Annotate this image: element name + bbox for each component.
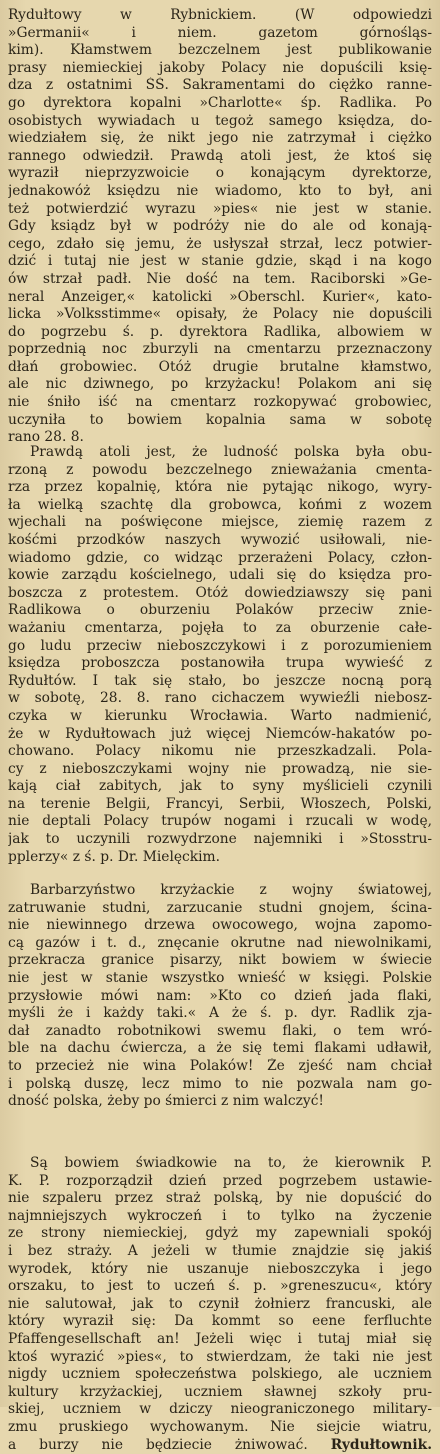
text-line: i bez straży. A jeżeli w tłumie znajdzie się jakiś: [8, 1243, 432, 1261]
text-line: ale nic dziwnego, po krzyżacku! Polakom ani się: [8, 376, 432, 394]
text-line: jak to uczynili rozwydrzone najemniki i »Stosstru-: [8, 831, 432, 849]
text-line: też potwierdzić wyrazu »pies« nie jest w stanie.: [8, 201, 432, 219]
text-line: dał zanadto robotnikowi swemu flaki, o tem wró-: [8, 1023, 432, 1041]
text-line: zatruwanie studni, zarzucanie studni gnojem, ścina-: [8, 900, 432, 918]
text-line: ważaniu cmentarza, pojęła to za oburzenie całe-: [8, 620, 432, 638]
text-line: kają ciał zabitych, jak to syny myślicieli czynili: [8, 778, 432, 796]
text-line: że w Rydułtowach już więcej Niemców-hakatów po-: [8, 726, 432, 744]
text-line: dłań grobowiec. Otóż drugie brutalne kłamstwo,: [8, 359, 432, 377]
text-line: w sobotę, 28. 8. rano cichaczem wywieźli niebosz-: [8, 690, 432, 708]
text-line: nie niewinnego drzewa owocowego, wojna zapomo-: [8, 917, 432, 935]
text-line: przekracza granice pisarzy, nikt bowiem w świecie: [8, 952, 432, 970]
text-line: nie salutował, jak to czynił żołnierz francuski, ale: [8, 1296, 432, 1314]
text-line: Gdy ksiądz był w podróży nie do ale od konają-: [8, 218, 432, 236]
text-line: dza z ostatnimi ŚŚ. Sakramentami do ciężko ranne-: [8, 77, 432, 95]
text-line: wiedziałem się, że nikt jego nie zatrzymał i ciężko: [8, 130, 432, 148]
text-line: »Germanii« i niem. gazetom górnośląs-: [8, 25, 432, 43]
text-line: neral Anzeiger,« katolicki »Oberschl. Kurier«, kato-: [8, 289, 432, 307]
text-line: ła wielką szachtę dla grobowca, końmi z wozem: [8, 497, 432, 515]
closing-line-text: a burzy nie będziecie żniwować.: [8, 1437, 308, 1453]
text-line: osobistych wywiadach u tegoż samego księdza, do-: [8, 113, 432, 131]
signature: Rydułtownik.: [331, 1437, 432, 1453]
text-line: go dyrektora kopalni »Charlotte« śp. Radlika. Po: [8, 95, 432, 113]
text-line: wyraził nieprzyzwoicie o konającym dyrektorze,: [8, 165, 432, 183]
text-line: ze strony niemieckiej, gdyż my zapewniali spokój: [8, 1225, 432, 1243]
text-line: rza przez kopalnię, która nie pytając nikogo, wyry-: [8, 479, 432, 497]
text-line: cego, zdało się jemu, że usłyszał strzał, lecz potwier-: [8, 236, 432, 254]
text-line: kim). Kłamstwem bezczelnem jest publikowanie: [8, 42, 432, 60]
text-line: boszcza z protestem. Otóż dowiedziawszy się pani: [8, 585, 432, 603]
text-line: kultury krzyżackiej, uczniem sławnej szkoły pru-: [8, 1384, 432, 1402]
text-line: rano 28. 8.: [8, 429, 432, 447]
text-line: orszaku, to jest to uczeń ś. p. »greneszucu«, który: [8, 1278, 432, 1296]
text-line: do pogrzebu ś. p. dyrektora Radlika, albowiem w: [8, 324, 432, 342]
article-paragraph-4: [8, 1155, 432, 1405]
text-line: nigdy uczniem społeczeństwa polskiego, ale uczniem: [8, 1366, 432, 1384]
text-line: wjechali na poświęcone miejsce, ziemię razem z: [8, 514, 432, 532]
text-line: ktoś wyrazić »pies«, to stwierdzam, że taki nie jest: [8, 1349, 432, 1367]
text-line: to przecież nie wina Polaków! Że zjeść nam chciał: [8, 1058, 432, 1076]
text-line: go ludu przeciw nieboszczykowi i z porozumieniem: [8, 638, 432, 656]
text-line: księdza proboszcza postanowiła trupa wywieść z: [8, 655, 432, 673]
text-line: nie śniło iść na cmentarz rozkopywać grobowiec,: [8, 394, 432, 412]
text-line: cy z nieboszczykami wojny nie prowadzą, nie sie-: [8, 761, 432, 779]
text-line: Rydułtów. I tak się stało, bo jeszcze nocną porą: [8, 673, 432, 691]
text-line: ów strzał padł. Nie dość na tem. Raciborski »Ge-: [8, 271, 432, 289]
text-line: chowano. Polacy nikomu nie przeszkadzali. Pola-: [8, 743, 432, 761]
text-line: K. P. rozporządził dzień przed pogrzebem ustawie-: [8, 1173, 432, 1191]
text-line: i polską duszę, lecz mimo to nie pozwala nam go-: [8, 1076, 432, 1094]
text-line: poprzednią noc zburzyli na cmentarzu przeznaczony: [8, 341, 432, 359]
text-line: dność polska, żeby po śmierci z nim walczyć!: [8, 1093, 432, 1111]
text-line: nie szpaleru przez straż polską, by nie dopuścić do: [8, 1190, 432, 1208]
text-line: pplerzy« z ś. p. Dr. Mielęckim.: [8, 849, 432, 867]
text-line: Są bowiem świadkowie na to, że kierownik P.: [8, 1155, 432, 1173]
text-line: Barbarzyństwo krzyżackie z wojny światowej,: [8, 882, 432, 900]
text-line: Prawdą atoli jest, że ludność polska była obu-: [8, 444, 432, 462]
text-line: licka »Volksstimme« opisały, że Polacy nie dopuścili: [8, 306, 432, 324]
text-line: przysłowie mówi nam: »Kto co dzień jada flaki,: [8, 988, 432, 1006]
text-line: kośćmi przodków naszych wywozić usiłowali, nie-: [8, 532, 432, 550]
article-paragraph-3: [8, 882, 432, 1155]
text-line: prasy niemieckiej jakoby Polacy nie dopuścili księ-: [8, 60, 432, 78]
article-paragraph-1: [8, 7, 432, 444]
text-line: Rydułtowy w Rybnickiem. (W odpowiedzi: [8, 7, 432, 25]
text-line: dzić i tutaj nie jest w stanie gdzie, skąd i na kogo: [8, 253, 432, 271]
text-line: czyka w kierunku Wrocławia. Warto nadmienić,: [8, 708, 432, 726]
text-line: myśli że i każdy taki.« A że ś. p. dyr. Radlik zja-: [8, 1005, 432, 1023]
text-line: wyrodek, który nie uszanuje nieboszczyka i jego: [8, 1261, 432, 1279]
text-line: wiadomo gdzie, co widząc przerażeni Polacy, człon-: [8, 550, 432, 568]
text-line: cą gazów i t. d., znęcanie okrutne nad niewolnikami,: [8, 935, 432, 953]
text-line: nie jest w stanie wszystko wnieść w księgi. Polskie: [8, 970, 432, 988]
text-line: uczyniła to bowiem kopalnia sama w sobotę: [8, 412, 432, 430]
text-line: [8, 1437, 432, 1454]
article-paragraph-2: [8, 444, 432, 882]
text-line: na terenie Belgii, Francyi, Serbii, Włoszech, Polski,: [8, 796, 432, 814]
text-line: rannego odwiedził. Prawdą atoli jest, że ktoś się: [8, 148, 432, 166]
text-line: który wyraził się: Da kommt so eene ferfluchte: [8, 1313, 432, 1331]
text-line: nie deptali Polacy trupów nogami i rzucali w wodę,: [8, 813, 432, 831]
text-line: jednakowóż księdzu nie wiadomo, kto to był, ani: [8, 183, 432, 201]
text-line: Pfaffengesellschaft an! Jeżeli więc i tutaj miał się: [8, 1331, 432, 1349]
text-line: najmniejszych wykroczeń i to tylko na życzenie: [8, 1208, 432, 1226]
text-line: rzoną z powodu bezczelnego znieważania cmenta-: [8, 462, 432, 480]
text-line: kowie zarządu kościelnego, udali się do księdza pro-: [8, 567, 432, 585]
text-line: ble na dachu ćwiercza, a że się temi flakami udławił,: [8, 1040, 432, 1058]
text-line: zmu pruskiego wychowanym. Nie siejcie wiatru,: [8, 1419, 432, 1437]
text-line: skiej, uczniem w dziczy nieograniczonego military-: [8, 1401, 432, 1419]
text-line: Radlikowa o oburzeniu Polaków przeciw znie-: [8, 602, 432, 620]
